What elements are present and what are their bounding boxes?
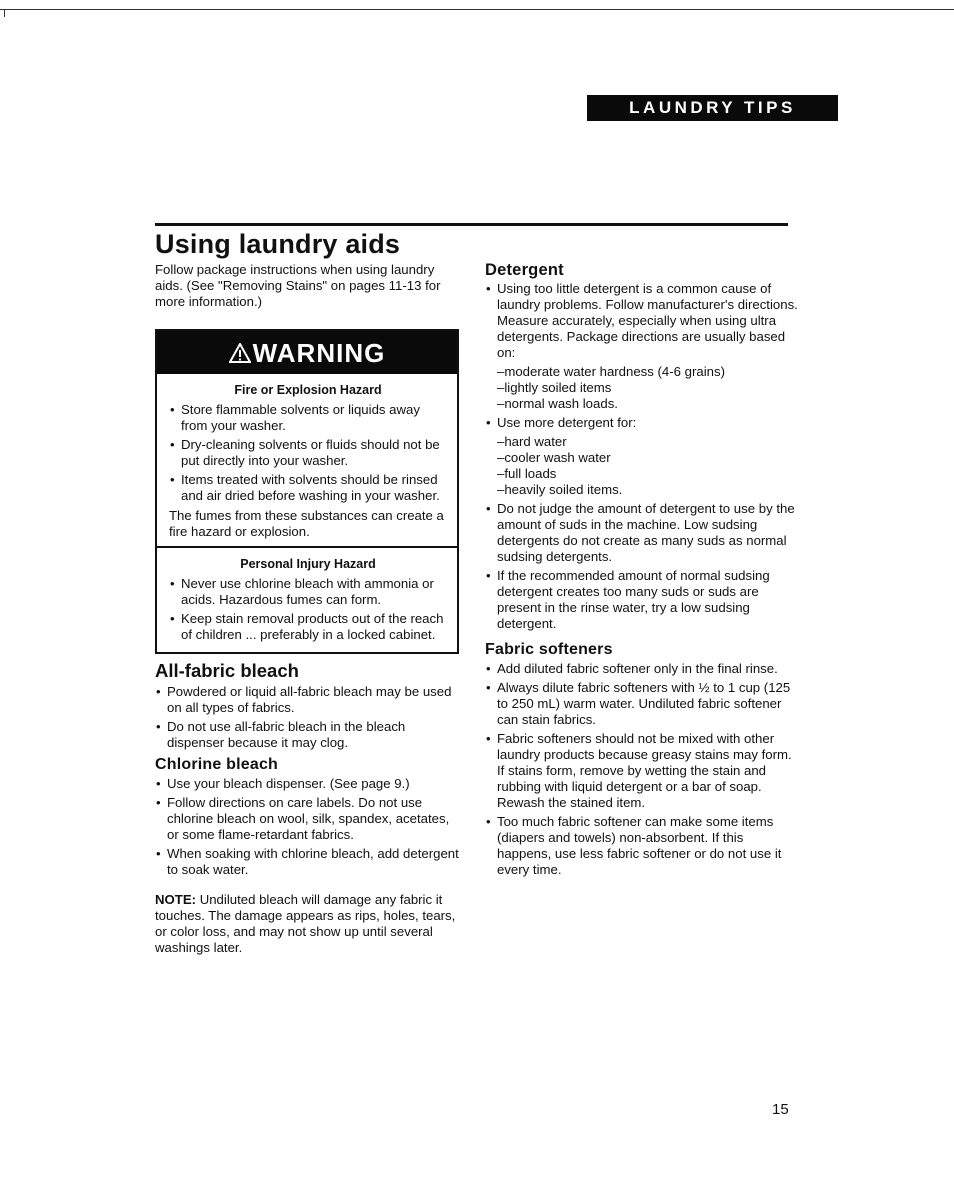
list-item: • Store flammable solvents or liquids away from your washer. [169, 402, 447, 434]
list-item: • Add diluted fabric softener only in the final rinse. [485, 661, 800, 677]
top-tick [4, 9, 5, 17]
fabric-softeners-heading: Fabric softeners [485, 641, 613, 658]
warning-label: WARNING [252, 337, 386, 368]
bleach-note [155, 892, 461, 956]
list-item: • Never use chlorine bleach with ammonia or acids. Hazardous fumes can form. [169, 576, 447, 608]
list-item: • Dry-cleaning solvents or fluids should not be put directly into your washer. [169, 437, 447, 469]
warning-triangle-icon [229, 343, 251, 363]
warning-box [155, 329, 459, 654]
list-item: • When soaking with chlorine bleach, add detergent to soak water. [155, 846, 461, 878]
sub-item: –full loads [497, 466, 557, 481]
note-label: NOTE: [155, 892, 197, 907]
list-item: • Follow directions on care labels. Do not use chlorine bleach on wool, silk, spandex, acetates, or some flame-retardant fabrics. [155, 795, 461, 843]
list-item: • If the recommended amount of normal sudsing detergent creates too many suds or suds are present in the rinse water, try a low sudsing detergent. [485, 568, 800, 632]
sub-item: –moderate water hardness (4-6 grains) [497, 364, 725, 379]
section-tab: LAUNDRY TIPS [587, 95, 838, 121]
fire-hazard-heading: Fire or Explosion Hazard [234, 383, 382, 397]
sub-item: –hard water [497, 434, 567, 449]
list-item: • Do not judge the amount of detergent to use by the amount of suds in the machine. Low sudsing detergents do not create as many suds as normal sudsing detergents. [485, 501, 800, 565]
sub-list [485, 364, 800, 412]
title-rule [155, 223, 788, 226]
list-item: • Keep stain removal products out of the reach of children ... preferably in a locked cabinet. [169, 611, 447, 643]
all-fabric-heading: All-fabric bleach [155, 660, 299, 681]
page-title: Using laundry aids [155, 229, 401, 259]
page-number: 15 [772, 1101, 789, 1118]
list-item: • Use your bleach dispenser. (See page 9.) [155, 776, 461, 792]
list-item: • Use more detergent for: [485, 415, 800, 431]
list-item: • Do not use all-fabric bleach in the bleach dispenser because it may clog. [155, 719, 461, 751]
sub-item: –lightly soiled items [497, 380, 612, 395]
list-item: • Using too little detergent is a common cause of laundry problems. Follow manufacturer's directions. Measure accurately, especially when using ultra detergents. Package directions are usually based on: [485, 281, 800, 361]
fire-hazard-section [157, 374, 457, 546]
list-item: • Items treated with solvents should be rinsed and air dried before washing in your washer. [169, 472, 447, 504]
list-item: • Powdered or liquid all-fabric bleach may be used on all types of fabrics. [155, 684, 461, 716]
sub-item: –normal wash loads. [497, 396, 618, 411]
intro-text: Follow package instructions when using laundry aids. (See "Removing Stains" on pages 11-13 for more information.) [155, 262, 441, 309]
injury-hazard-heading: Personal Injury Hazard [240, 557, 376, 571]
sub-item: –cooler wash water [497, 450, 611, 465]
list-item: • Too much fabric softener can make some items (diapers and towels) non-absorbent. If this happens, use less fabric softener or do not use it every time. [485, 814, 800, 878]
sub-list [485, 434, 800, 498]
list-item: • Fabric softeners should not be mixed with other laundry products because greasy stains may form. If stains form, remove by wetting the stain and rubbing with liquid detergent or a bar of soap. Rewash the stained item. [485, 731, 800, 811]
chlorine-heading: Chlorine bleach [155, 756, 279, 773]
injury-hazard-section [157, 546, 457, 652]
sub-item: –heavily soiled items. [497, 482, 623, 497]
note-text: Undiluted bleach will damage any fabric it touches. The damage appears as rips, holes, tears, or color loss, and may not show up until several washings later. [155, 892, 456, 955]
left-column [155, 262, 461, 956]
top-rule [0, 9, 954, 10]
warning-header [157, 331, 457, 374]
list-item: • Always dilute fabric softeners with ½ to 1 cup (125 to 250 mL) warm water. Undiluted fabric softener can stain fabrics. [485, 680, 800, 728]
detergent-heading: Detergent [485, 261, 564, 279]
fire-hazard-note: The fumes from these substances can create a fire hazard or explosion. [169, 508, 444, 539]
right-column [485, 262, 800, 881]
